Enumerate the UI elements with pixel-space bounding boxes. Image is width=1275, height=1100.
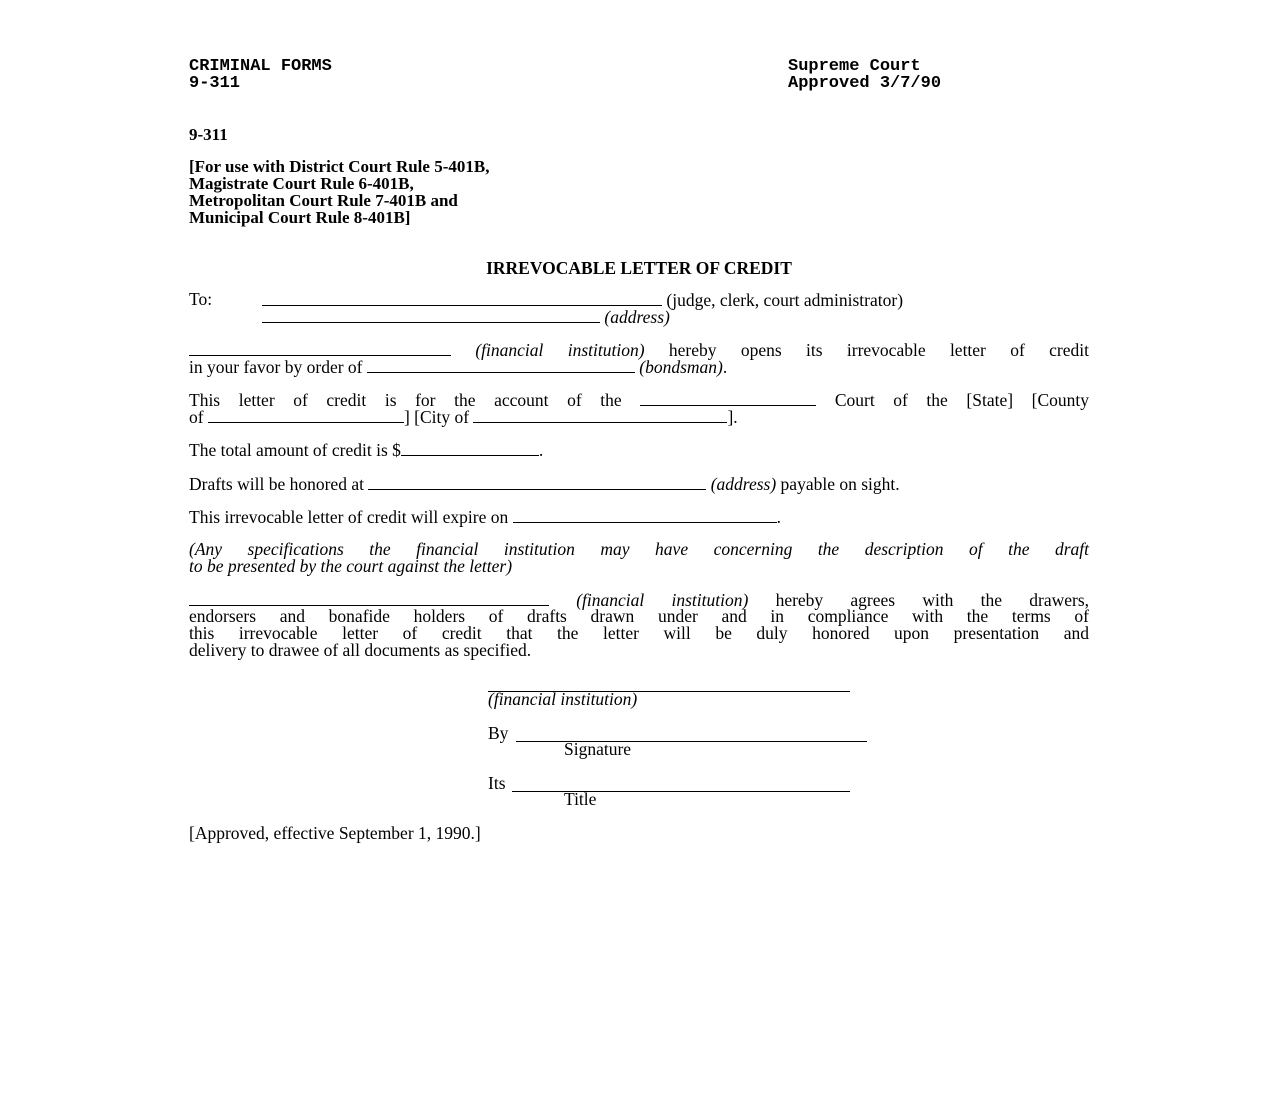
- agree-line-3: this irrevocable letter of credit that the letter will be duly honored upon presentation and: [189, 623, 1089, 643]
- address-blank[interactable]: [262, 308, 600, 323]
- account-text-2: Court of the [State] [County: [834, 390, 1090, 410]
- agree-text-1: hereby agrees with the drawers,: [775, 590, 1090, 610]
- expire-text: This irrevocable letter of credit will expire on: [189, 507, 509, 527]
- header-right: [788, 58, 941, 92]
- financial-institution-blank[interactable]: [189, 341, 451, 356]
- rule-reference-line: Metropolitan Court Rule 7-401B and: [189, 191, 458, 210]
- signature-label: Signature: [564, 739, 632, 759]
- account-line-2: [189, 408, 738, 426]
- header-right-line2: Approved 3/7/90: [788, 74, 942, 93]
- title-line[interactable]: [512, 790, 850, 792]
- rule-references: [189, 158, 489, 226]
- drafts-text-1: Drafts will be honored at: [189, 474, 364, 494]
- account-text-3: of: [189, 407, 204, 427]
- address-hint: (address): [604, 307, 670, 327]
- institution-label: (financial institution): [488, 689, 638, 709]
- approval-footer: [Approved, effective September 1, 1990.]: [189, 823, 481, 843]
- financial-institution-hint: (financial institution): [475, 340, 645, 360]
- agree-institution-blank[interactable]: [189, 591, 549, 606]
- financial-text-2: in your favor by order of: [189, 357, 363, 377]
- recipient-hint: (judge, clerk, court administrator): [666, 290, 904, 310]
- account-text-5: ].: [727, 407, 738, 427]
- amount-blank[interactable]: [401, 441, 539, 456]
- to-label: To:: [189, 289, 213, 309]
- agree-institution-hint: (financial institution): [576, 590, 749, 610]
- bondsman-hint: (bondsman): [639, 357, 723, 377]
- rule-reference-line: [For use with District Court Rule 5-401B,: [189, 157, 490, 176]
- recipient-blank[interactable]: [262, 291, 662, 306]
- agree-line-4: delivery to drawee of all documents as specified.: [189, 640, 532, 660]
- by-label: By: [488, 723, 509, 743]
- its-label: Its: [488, 773, 506, 793]
- bondsman-blank[interactable]: [367, 358, 635, 373]
- expire-line: [189, 508, 781, 526]
- header-left-line1: CRIMINAL FORMS: [189, 57, 332, 76]
- to-line-1: [262, 291, 903, 309]
- account-text-1: This letter of credit is for the account of the: [189, 390, 622, 410]
- drafts-text-2: payable on sight.: [780, 474, 900, 494]
- expire-end: .: [776, 507, 781, 527]
- to-line-2: [262, 308, 670, 326]
- drafts-line: [189, 475, 900, 493]
- header-left: [189, 58, 332, 92]
- financial-text-1: hereby opens its irrevocable letter of credit: [668, 340, 1089, 360]
- header-left-line2: 9-311: [189, 74, 241, 93]
- title-label: Title: [564, 789, 597, 809]
- amount-text: The total amount of credit is $: [189, 440, 401, 460]
- agree-line-2: endorsers and bonafide holders of drafts drawn under and in compliance with the terms of: [189, 606, 1089, 626]
- financial-line-2: [189, 358, 727, 376]
- header-right-line1: Supreme Court: [788, 57, 921, 76]
- account-line-1: [189, 391, 1089, 409]
- amount-end: .: [538, 440, 544, 460]
- account-text-4: ] [City of: [403, 407, 470, 427]
- city-blank[interactable]: [473, 408, 727, 423]
- document-title: IRREVOCABLE LETTER OF CREDIT: [486, 258, 792, 278]
- rule-reference-line: Municipal Court Rule 8-401B]: [189, 208, 411, 227]
- amount-line: [189, 441, 543, 459]
- rule-reference-line: Magistrate Court Rule 6-401B,: [189, 174, 414, 193]
- form-number: 9-311: [189, 125, 228, 144]
- drafts-address-blank[interactable]: [368, 475, 706, 490]
- specs-line-1: (Any specifications the financial institution may have concerning the description of the draft: [189, 539, 1089, 559]
- expire-date-blank[interactable]: [513, 508, 777, 523]
- court-blank[interactable]: [640, 391, 816, 406]
- drafts-address-hint: (address): [710, 474, 777, 494]
- county-blank[interactable]: [208, 408, 404, 423]
- specs-line-2: to be presented by the court against the letter): [189, 556, 513, 576]
- financial-end: .: [722, 357, 728, 377]
